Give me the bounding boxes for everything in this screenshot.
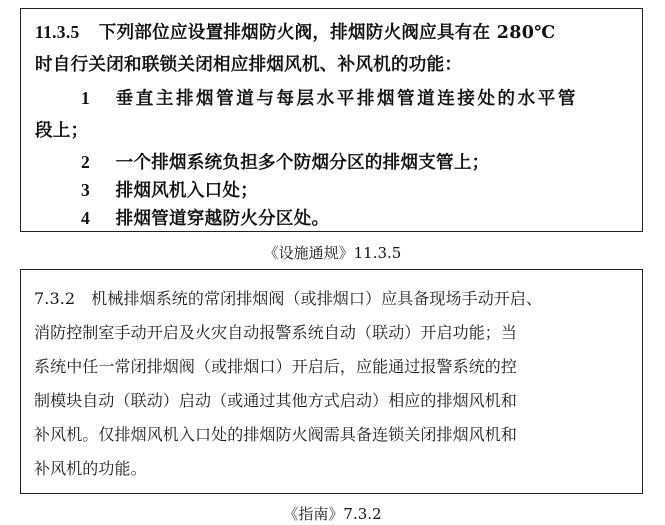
clause-item-4 bbox=[81, 205, 329, 230]
guide-line-4: 制模块自动（联动）启动（或通过其他方式启动）相应的排烟风机和 bbox=[34, 391, 518, 410]
caption-guide: 《指南》7.3.2 bbox=[283, 505, 382, 523]
clause-line-2: 时自行关闭和联锁关闭相应排烟风机、补风机的功能： bbox=[35, 55, 463, 75]
clause-item-1-continued: 段上； bbox=[35, 121, 89, 141]
guide-line-2: 消防控制室手动开启及火灾自动报警系统自动（联动）开启功能；当 bbox=[34, 323, 518, 342]
guide-line-1: 7.3.2 机械排烟系统的常闭排烟阀（或排烟口）应具备现场手动开启、 bbox=[34, 289, 543, 308]
item-number: 2 bbox=[81, 152, 91, 172]
item-text: 垂直主排烟管道与每层水平排烟管道连接处的水平管 bbox=[115, 89, 578, 109]
item-text: 排烟管道穿越防火分区处。 bbox=[115, 209, 330, 229]
clause-text: 下列部位应设置排烟防火阀，排烟防火阀应具有在 280℃ bbox=[98, 23, 556, 43]
clause-item-2 bbox=[81, 149, 489, 174]
clause-item-3 bbox=[81, 177, 258, 202]
item-number: 4 bbox=[81, 208, 91, 228]
guide-line-6: 补风机的功能。 bbox=[34, 459, 147, 478]
clause-line-1 bbox=[35, 19, 555, 44]
clause-number: 11.3.5 bbox=[35, 22, 80, 42]
guide-line-3: 系统中任一常闭排烟阀（或排烟口）开启后，应能通过报警系统的控 bbox=[34, 357, 518, 376]
clause-7-3-2-box bbox=[20, 269, 643, 494]
item-text: 一个排烟系统负担多个防烟分区的排烟支管上； bbox=[115, 153, 490, 173]
clause-11-3-5-box bbox=[20, 8, 643, 232]
guide-line-5: 补风机。仅排烟风机入口处的排烟防火阀需具备连锁关闭排烟风机和 bbox=[34, 425, 518, 444]
item-number: 1 bbox=[81, 88, 91, 108]
item-number: 3 bbox=[81, 180, 91, 200]
clause-item-1 bbox=[81, 85, 578, 110]
item-text: 排烟风机入口处； bbox=[115, 181, 259, 201]
caption-standard: 《设施通规》11.3.5 bbox=[263, 244, 402, 262]
